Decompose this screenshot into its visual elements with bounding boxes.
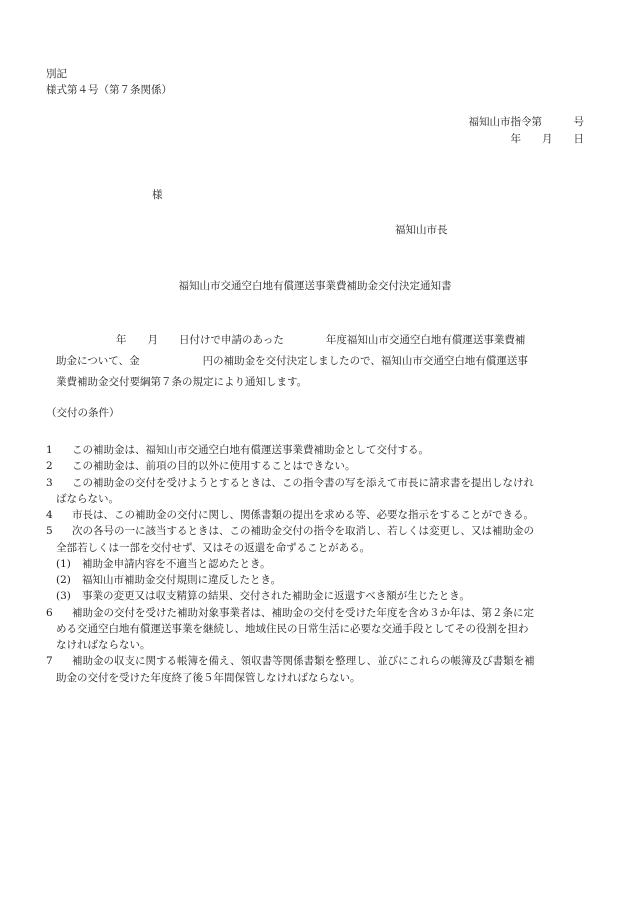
reference-date: 年 月 日 [510,133,584,145]
condition-line: 全部若しくは一部を交付せず、又はその返還を命ずることがある。 [56,541,371,554]
conditions-list [46,442,586,686]
document-title: 福知山市交通空白地有償運送事業費補助金交付決定通知書 [178,280,452,292]
condition-item-5 [46,523,586,556]
condition-line: 次の各号の一に該当するときは、この補助金交付の指令を取消し、若しくは変更し、又は補助金の [72,525,534,538]
condition-item-2 [46,458,586,474]
subcondition-item [46,556,586,572]
condition-line: 助金の交付を受けた年度終了後５年間保管しなければならない。 [56,671,361,684]
condition-item-4 [46,507,586,523]
condition-line: ばならない。 [56,492,119,505]
subcondition-item [46,572,586,588]
conditions-group-a [46,442,586,556]
subcondition-number: (2) [56,574,71,587]
attachment-label: 別記 [46,68,67,80]
subcondition-text: 福知山市補助金交付規則に違反したとき。 [82,574,282,587]
subconditions-group [46,556,586,605]
condition-item-1 [46,442,586,458]
condition-line: この補助金は、福知山市交通空白地有償運送事業費補助金として交付する。 [72,444,429,456]
condition-line: める交通空白地有償運送事業を継続し、地域住民の日常生活に必要な交通手段としてその役割を担わ [56,622,529,635]
condition-item-3 [46,475,586,508]
subcondition-item [46,588,586,604]
condition-number: 2 [46,460,53,473]
subcondition-text: 補助金申請内容を不適当と認めたとき。 [82,557,271,570]
condition-number: 1 [46,444,53,456]
subcondition-text: 事業の変更又は収支精算の結果、交付された補助金に返還すべき額が生じたとき。 [82,590,470,603]
notice-body [46,332,586,395]
condition-number: 4 [46,509,53,522]
issuer-name: 福知山市長 [395,224,448,236]
condition-number: 6 [46,606,53,619]
condition-item-7 [46,653,586,686]
form-label: 様式第４号（第７条関係） [46,84,172,96]
conditions-group-b [46,605,586,686]
condition-line: 市長は、この補助金の交付に関し、関係書類の提出を求める等、必要な指示をすることができる。 [72,509,534,522]
subcondition-number: (3) [56,590,71,603]
condition-line: なければならない。 [56,639,151,652]
subcondition-number: (1) [56,557,71,570]
condition-item-6 [46,605,586,654]
condition-number: 3 [46,476,53,489]
condition-line: 補助金の交付を受けた補助対象事業者は、補助金の交付を受けた年度を含め３か年は、第２条に定 [72,606,534,619]
body-line-1: 年 月 日付けで申請のあった 年度福知山市交通空白地有償運送事業費補 [116,334,526,346]
body-line-2: 助金について、金 円の補助金を交付決定しましたので、福知山市交通空白地有償運送事 [56,355,528,367]
condition-line: 補助金の収支に関する帳簿を備え、領収書等関係書類を整理し、並びにこれらの帳簿及び書類を補 [72,655,535,668]
condition-line: この補助金の交付を受けようとするときは、この指令書の写を添えて市長に請求書を提出しなけれ [72,476,534,489]
reference-number: 福知山市指令第 号 [468,116,584,128]
condition-number: 5 [46,525,53,538]
condition-line: この補助金は、前項の目的以外に使用することはできない。 [72,460,356,473]
addressee-suffix: 様 [152,189,163,201]
body-line-3: 業費補助金交付要綱第７条の規定により通知します。 [56,376,308,388]
conditions-heading: （交付の条件） [46,407,120,419]
condition-number: 7 [46,655,53,668]
